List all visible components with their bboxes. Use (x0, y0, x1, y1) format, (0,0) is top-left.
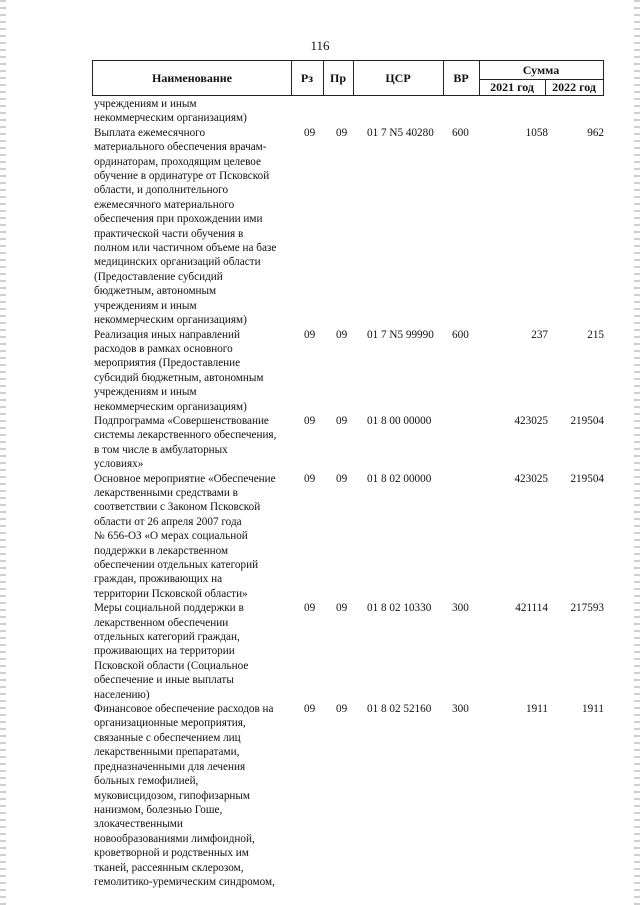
cell-rz: 09 (304, 414, 316, 427)
table-row (92, 414, 604, 472)
cell-csr: 01 8 02 10330 (367, 602, 432, 615)
row-name-line: Псковской области (Социальное (94, 659, 249, 672)
row-name-line: нанизмом, болезнью Гоше, (94, 803, 223, 816)
cell-y2021: 1058 (525, 126, 548, 139)
row-name-line: граждан, проживающих на (94, 573, 223, 586)
cell-csr: 01 8 02 00000 (367, 472, 432, 485)
row-name-line: условиях» (94, 458, 144, 471)
row-name-line: субсидий бюджетным, автономным (94, 371, 264, 384)
header-year-2022: 2022 год (552, 79, 596, 94)
row-name-line: муковисцидозом, гипофизарным (94, 789, 250, 802)
row-name-line: поддержки в лекарственном (94, 544, 229, 557)
row-name-line: обеспечение и иные выплаты (94, 674, 234, 687)
left-scan-edge (0, 0, 6, 905)
row-name-line: тканей, рассеянным склерозом, (94, 861, 244, 874)
row-name-line: расходов в рамках основного (94, 342, 233, 355)
row-name-line: больных гемофилией, (94, 775, 199, 788)
row-name-line: кроветворной и родственных им (94, 847, 249, 860)
cell-pr: 09 (336, 703, 348, 716)
row-name-line: некоммерческим организациям) (94, 314, 247, 327)
table-row (92, 472, 604, 602)
row-name-line: обеспечения при прохождении ими (94, 213, 263, 226)
cell-csr: 01 8 00 00000 (367, 414, 432, 427)
right-scan-edge (634, 0, 640, 905)
row-name-line: Реализация иных направлений (94, 328, 240, 341)
cell-pr: 09 (336, 126, 348, 139)
table-row (92, 97, 604, 126)
row-name (92, 414, 292, 472)
row-name (92, 702, 292, 889)
cell-csr: 01 8 02 52160 (367, 703, 432, 716)
cell-rz: 09 (304, 703, 316, 716)
cell-csr: 01 7 N5 40280 (367, 126, 434, 139)
row-name-line: области, и дополнительного (94, 184, 229, 197)
header-pr: Пр (329, 70, 346, 85)
row-name-line: учреждениям и иным (94, 98, 197, 110)
row-name-line: соответствии с Законом Псковской (94, 501, 261, 514)
row-name-line: обучение в ординатуре от Псковской (94, 170, 270, 183)
row-name (92, 126, 292, 328)
row-name-line: (Предоставление субсидий (94, 270, 223, 283)
header-sum: Сумма (522, 62, 560, 77)
row-name-line: мероприятия (Предоставление (94, 357, 241, 370)
cell-y2022: 962 (587, 126, 604, 139)
row-name-line: организационные мероприятия, (94, 717, 246, 730)
row-name-line: учреждениям и иным (94, 299, 197, 312)
header-csr: ЦСР (385, 70, 411, 85)
row-name-line: территории Псковской области» (94, 587, 248, 600)
page-number: 116 (310, 38, 330, 53)
cell-y2021: 421114 (515, 602, 548, 615)
row-name-line: ежемесячного материального (94, 198, 235, 211)
row-name-line: отдельных категорий граждан, (94, 631, 240, 644)
table-row (92, 126, 604, 328)
row-name-line: практической части обучения в (94, 227, 244, 240)
row-name-line: № 656-ОЗ «О мерах социальной (94, 530, 248, 543)
row-name-line: гемолитико-уремическим синдромом, (94, 875, 275, 888)
table-row (92, 702, 604, 889)
cell-y2021: 423025 (514, 472, 548, 485)
row-name-line: злокачественными (94, 818, 183, 831)
cell-vr: 300 (452, 602, 469, 615)
row-name-line: Подпрограмма «Совершенствование (94, 414, 269, 427)
cell-pr: 09 (336, 328, 348, 341)
row-name-line: ординаторам, проходящим целевое (94, 155, 262, 168)
cell-y2022: 1911 (582, 703, 604, 716)
row-name-line: лекарственными средствами в (94, 486, 238, 499)
table-row (92, 328, 604, 414)
cell-vr: 300 (452, 703, 469, 716)
row-name-line: Меры социальной поддержки в (94, 602, 244, 615)
row-name (92, 97, 292, 126)
cell-y2021: 1911 (526, 703, 548, 716)
row-name-line: материального обеспечения врачам- (94, 141, 267, 154)
cell-y2022: 219504 (570, 414, 604, 427)
row-name-line: области от 26 апреля 2007 года (94, 515, 242, 528)
row-name-line: некоммерческим организациям) (94, 400, 247, 413)
cell-vr: 600 (452, 328, 469, 341)
header-year-2021: 2021 год (490, 79, 534, 94)
row-name-line: связанные с обеспечением лиц (94, 731, 241, 744)
table-row (92, 601, 604, 702)
header-rz: Рз (300, 70, 314, 85)
row-name (92, 601, 292, 702)
row-name-line: Финансовое обеспечение расходов на (94, 703, 274, 716)
cell-vr: 600 (452, 126, 469, 139)
row-name-line: Выплата ежемесячного (94, 126, 206, 139)
cell-rz: 09 (304, 602, 316, 615)
row-name-line: новообразованиями лимфоидной, (94, 832, 255, 845)
row-name-line: некоммерческим организациям) (94, 112, 247, 125)
row-name-line: предназначенными для лечения (94, 760, 246, 773)
table-body (92, 97, 604, 889)
row-name (92, 328, 292, 414)
cell-y2021: 423025 (514, 414, 548, 427)
row-name-line: населению) (94, 688, 150, 701)
row-name-line: лекарственными препаратами, (94, 746, 240, 759)
table-header (92, 60, 604, 96)
header-vr: ВР (453, 70, 469, 85)
cell-y2022: 217593 (570, 602, 604, 615)
row-name-line: медицинских организаций области (94, 256, 261, 269)
row-name-line: Основное мероприятие «Обеспечение (94, 472, 276, 485)
cell-rz: 09 (304, 126, 316, 139)
row-name-line: системы лекарственного обеспечения, (94, 429, 277, 442)
cell-rz: 09 (304, 472, 316, 485)
row-name-line: бюджетным, автономным (94, 285, 217, 298)
cell-pr: 09 (336, 414, 348, 427)
row-name (92, 472, 292, 602)
row-name-line: учреждениям и иным (94, 386, 197, 399)
cell-y2022: 219504 (570, 472, 604, 485)
row-name-line: лекарственном обеспечении (94, 616, 229, 629)
header-name: Наименование (152, 70, 232, 85)
row-name-line: в том числе в амбулаторных (94, 443, 228, 456)
cell-y2022: 215 (587, 328, 604, 341)
cell-y2021: 237 (531, 328, 548, 341)
row-name-line: обеспечении отдельных категорий (94, 559, 259, 571)
row-name-line: полном или частичном объеме на базе (94, 242, 277, 255)
cell-rz: 09 (304, 328, 316, 341)
cell-pr: 09 (336, 602, 348, 615)
row-name-line: проживающих на территории (94, 645, 235, 658)
cell-csr: 01 7 N5 99990 (367, 328, 434, 341)
cell-pr: 09 (336, 472, 348, 485)
